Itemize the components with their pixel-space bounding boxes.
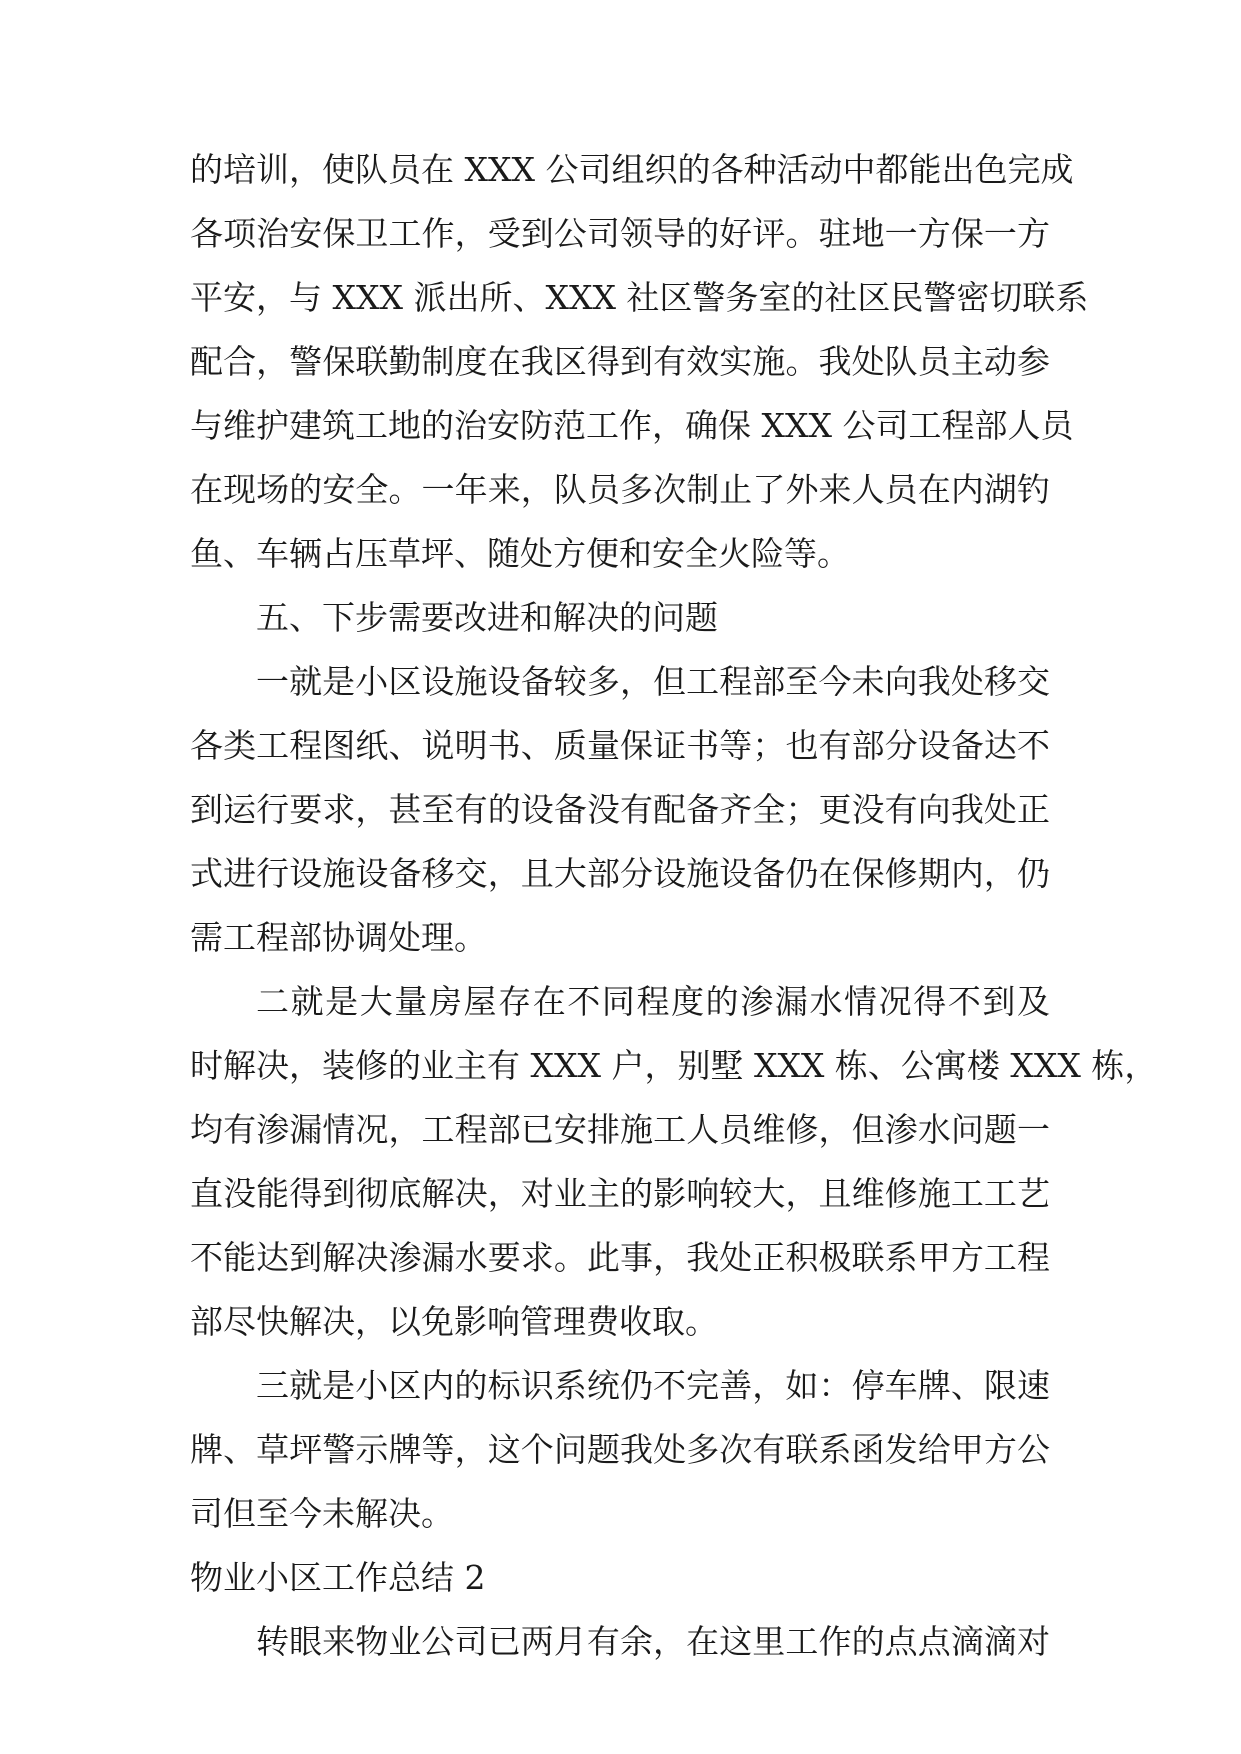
paragraph-line: 部尽快解决，以免影响管理费收取。 [190, 1302, 718, 1341]
paragraph-line: 二就是大量房屋存在不同程度的渗漏水情况得不到及 [256, 982, 1050, 1021]
paragraph-line: 各类工程图纸、说明书、质量保证书等；也有部分设备达不 [190, 726, 1050, 765]
paragraph-line: 均有渗漏情况，工程部已安排施工人员维修，但渗水问题一 [190, 1110, 1050, 1149]
paragraph-line: 到运行要求，甚至有的设备没有配备齐全；更没有向我处正 [190, 790, 1050, 829]
paragraph-line: 三就是小区内的标识系统仍不完善，如：停车牌、限速 [256, 1366, 1050, 1405]
paragraph-line: 各项治安保卫工作，受到公司领导的好评。驻地一方保一方 [190, 214, 1050, 253]
paragraph-line: 一就是小区设施设备较多，但工程部至今未向我处移交 [256, 662, 1050, 701]
paragraph-line: 不能达到解决渗漏水要求。此事，我处正积极联系甲方工程 [190, 1238, 1050, 1277]
paragraph-line: 牌、草坪警示牌等，这个问题我处多次有联系函发给甲方公 [190, 1430, 1050, 1469]
paragraph-line: 时解决，装修的业主有 XXX 户，别墅 XXX 栋、公寓楼 XXX 栋， [190, 1046, 1158, 1085]
paragraph-line: 的培训，使队员在 XXX 公司组织的各种活动中都能出色完成 [190, 150, 1074, 189]
paragraph-line: 在现场的安全。一年来，队员多次制止了外来人员在内湖钓 [190, 470, 1050, 509]
section-heading: 五、下步需要改进和解决的问题 [256, 598, 718, 637]
paragraph-line: 转眼来物业公司已两月有余，在这里工作的点点滴滴对 [256, 1622, 1050, 1661]
paragraph-line: 与维护建筑工地的治安防范工作，确保 XXX 公司工程部人员 [190, 406, 1074, 445]
paragraph-line: 配合，警保联勤制度在我区得到有效实施。我处队员主动参 [190, 342, 1050, 381]
paragraph-line: 鱼、车辆占压草坪、随处方便和安全火险等。 [190, 534, 850, 573]
paragraph-line: 直没能得到彻底解决，对业主的影响较大，且维修施工工艺 [190, 1174, 1050, 1213]
paragraph-line: 式进行设施设备移交，且大部分设施设备仍在保修期内，仍 [190, 854, 1050, 893]
paragraph-line: 需工程部协调处理。 [190, 918, 487, 957]
paragraph-line: 平安，与 XXX 派出所、XXX 社区警务室的社区民警密切联系 [190, 278, 1089, 317]
document-title: 物业小区工作总结 2 [190, 1558, 486, 1597]
paragraph-line: 司但至今未解决。 [190, 1494, 454, 1533]
